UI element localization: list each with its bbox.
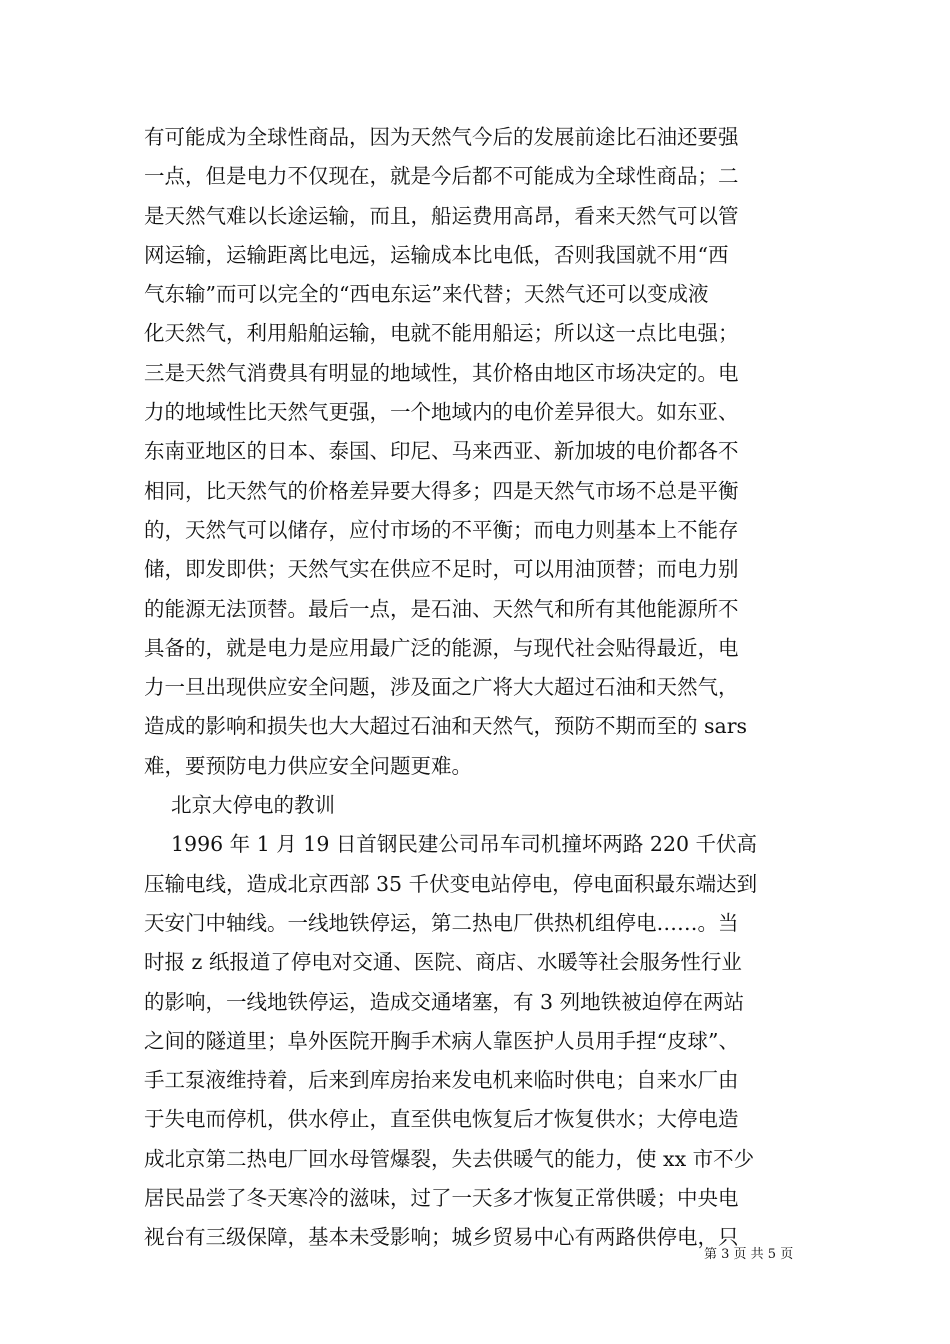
text-line: 网运输，运输距离比电远，运输成本比电低，否则我国就不用“西 (144, 242, 729, 267)
text-line: 有可能成为全球性商品，因为天然气今后的发展前途比石油还要强 (144, 125, 739, 149)
text-line: 力一旦出现供应安全问题，涉及面之广将大大超过石油和天然气， (144, 675, 739, 700)
text-line: 储，即发即供；天然气实在供应不足时，可以用油顶替；而电力别 (144, 557, 739, 582)
text-line: 压输电线，造成北京西部 35 千伏变电站停电，停电面积最东端达到 (144, 871, 758, 896)
text-line: 手工泵液维持着，后来到库房抬来发电机来临时供电；自来水厂由 (144, 1068, 739, 1093)
text-line: 天安门中轴线。一线地铁停运，第二热电厂供热机组停电……。当 (144, 910, 739, 935)
text-line: 1996 年 1 月 19 日首钢民建公司吊车司机撞坏两路 220 千伏高 (171, 832, 758, 857)
text-line: 造成的影响和损失也大大超过石油和天然气，预防不期而至的 sars (144, 714, 748, 739)
text-line: 于失电而停机，供水停止，直至供电恢复后才恢复供水；大停电造 (144, 1107, 739, 1132)
text-line: 的影响，一线地铁停运，造成交通堵塞，有 3 列地铁被迫停在两站 (144, 989, 745, 1014)
text-line: 东南亚地区的日本、泰国、印尼、马来西亚、新加坡的电价都各不 (144, 439, 739, 464)
document-body (144, 118, 814, 1258)
text-line: 的，天然气可以储存，应付市场的不平衡；而电力则基本上不能存 (144, 517, 739, 542)
text-line: 居民品尝了冬天寒冷的滋味，过了一天多才恢复正常供暖；中央电 (144, 1186, 739, 1211)
text-line: 之间的隧道里；阜外医院开胸手术病人靠医护人员用手捏“皮球”、 (144, 1028, 739, 1053)
text-line: 一点，但是电力不仅现在，就是今后都不可能成为全球性商品；二 (144, 164, 739, 189)
text-line: 成北京第二热电厂回水母管爆裂，失去供暖气的能力，使 xx 市不少 (144, 1146, 755, 1171)
text-line: 时报 z 纸报道了停电对交通、医院、商店、水暖等社会服务性行业 (144, 950, 742, 975)
text-line: 三是天然气消费具有明显的地域性，其价格由地区市场决定的。电 (144, 360, 739, 385)
text-line: 难，要预防电力供应安全问题更难。 (144, 753, 472, 778)
section-heading: 北京大停电的教训 (171, 793, 335, 818)
text-line: 化天然气，利用船舶运输，电就不能用船运；所以这一点比电强； (144, 321, 739, 346)
text-line: 气东输”而可以完全的“西电东运”来代替；天然气还可以变成液 (144, 282, 709, 307)
text-line: 相同，比天然气的价格差异要大得多；四是天然气市场不总是平衡 (144, 478, 739, 503)
text-line: 视台有三级保障，基本未受影响；城乡贸易中心有两路供停电，只 (144, 1225, 739, 1250)
paragraph-continued (144, 118, 814, 786)
paragraph-blackout (144, 825, 814, 1257)
page-footer: 第 3 页 共 5 页 (704, 1247, 794, 1262)
text-line: 的能源无法顶替。最后一点，是石油、天然气和所有其他能源所不 (144, 596, 739, 621)
text-line: 是天然气难以长途运输，而且，船运费用高昂，看来天然气可以管 (144, 203, 739, 228)
text-line: 力的地域性比天然气更强，一个地域内的电价差异很大。如东亚、 (144, 400, 739, 425)
text-line: 具备的，就是电力是应用最广泛的能源，与现代社会贴得最近，电 (144, 635, 739, 660)
